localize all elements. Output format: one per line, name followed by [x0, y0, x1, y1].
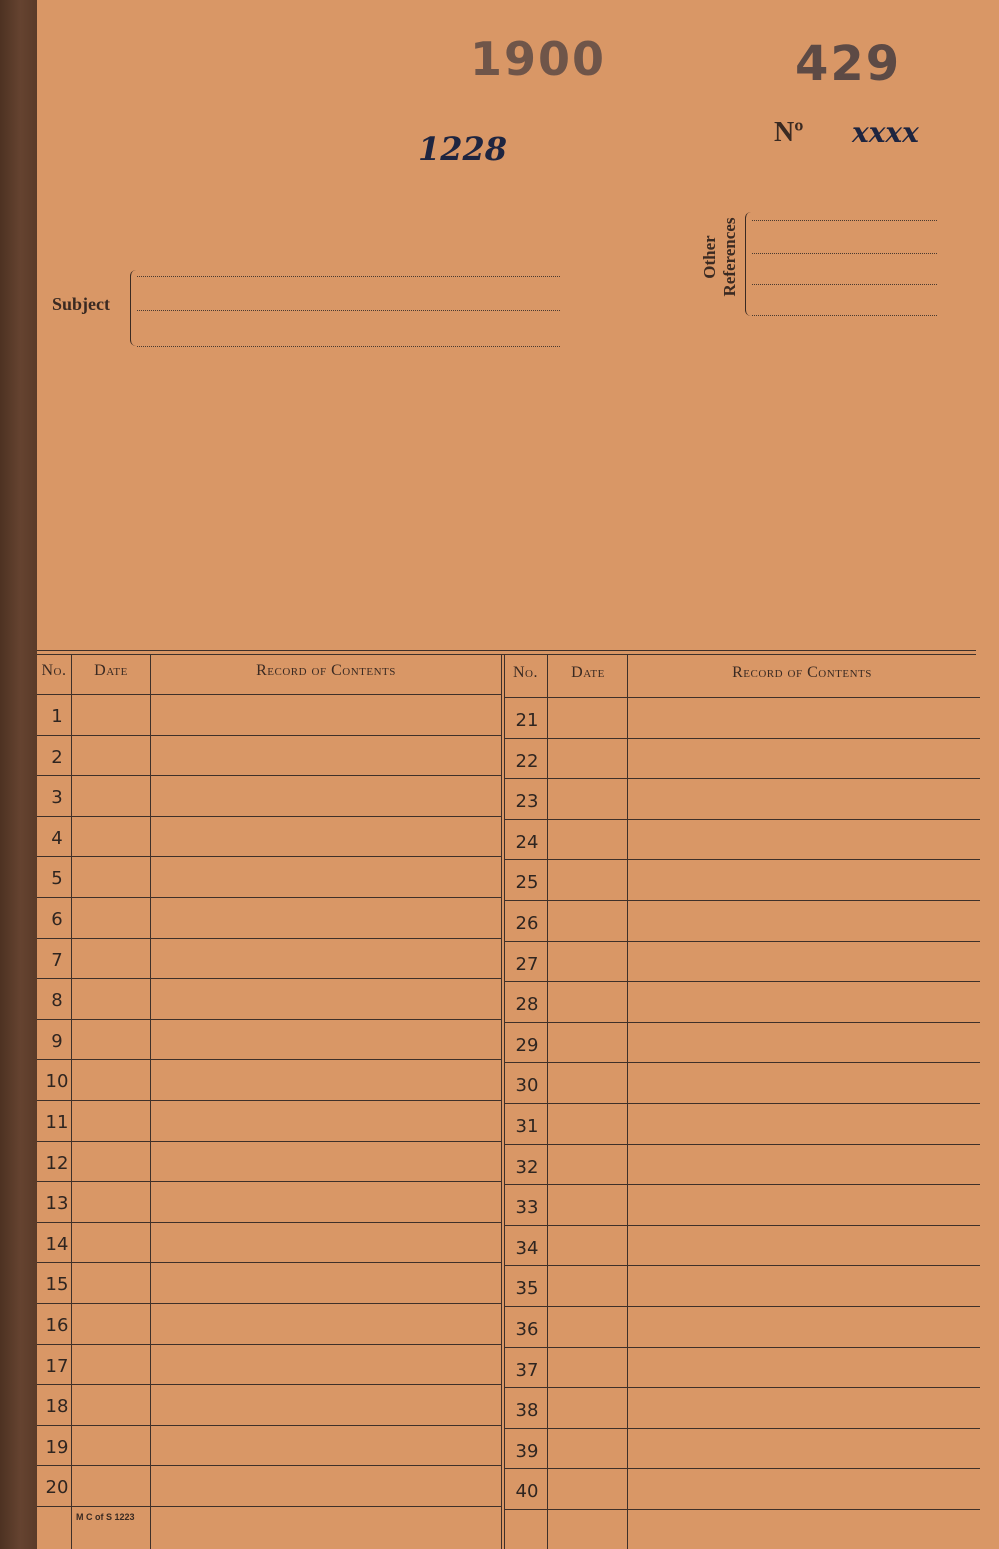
row-number-left: 19: [45, 1436, 69, 1458]
other-references-label: [700, 202, 740, 312]
row-rule-left: [37, 1344, 501, 1345]
row-rule-left: [37, 1181, 501, 1182]
col-rule-left-date: [150, 654, 151, 1549]
row-rule-left: [37, 938, 501, 939]
subject-line-3: [137, 346, 560, 347]
row-number-right: 24: [515, 831, 539, 853]
row-number-left: 9: [51, 1030, 63, 1052]
row-rule-right: [504, 981, 980, 982]
row-number-left: 3: [51, 787, 63, 809]
row-number-right: 22: [515, 750, 539, 772]
file-spine: [0, 0, 37, 1549]
row-rule-left: [37, 1262, 501, 1263]
table-top-rule-2: [37, 654, 976, 655]
row-number-right: 40: [515, 1481, 539, 1503]
row-rule-right: [504, 1022, 980, 1023]
row-rule-left: [37, 978, 501, 979]
other-references-label-line1: Other: [700, 235, 719, 279]
stamp-year: 1900: [470, 32, 607, 86]
row-number-left: 1: [51, 706, 63, 727]
row-rule-right: [504, 1306, 980, 1307]
header-date-left: Date: [94, 662, 128, 679]
row-number-left: 10: [45, 1071, 69, 1093]
row-rule-left: [37, 735, 501, 736]
row-rule-right: [504, 1062, 980, 1063]
row-rule-left: [37, 856, 501, 857]
row-rule-left: [37, 1384, 501, 1385]
header-date-right: Date: [571, 664, 605, 681]
row-number-left: 6: [51, 909, 63, 930]
row-rule-left: [37, 897, 501, 898]
row-rule-right: [504, 1468, 980, 1469]
row-number-left: 18: [45, 1396, 69, 1418]
row-rule-left: [37, 694, 501, 695]
row-number-right: 38: [515, 1400, 539, 1422]
row-rule-left: [37, 816, 501, 817]
col-rule-right-date: [627, 654, 628, 1549]
handwritten-struck-number: xxxx: [852, 116, 919, 149]
row-number-right: 34: [515, 1237, 539, 1259]
row-number-left: 15: [45, 1274, 69, 1296]
col-rule-middle-2: [504, 654, 505, 1549]
reference-line-3: [752, 284, 937, 285]
subject-line-2: [137, 310, 560, 311]
row-number-right: 26: [515, 913, 539, 934]
row-rule-left: [37, 1019, 501, 1020]
row-rule-left: [37, 1222, 501, 1223]
header-no-left: No.: [41, 662, 67, 679]
col-rule-right-no: [547, 654, 548, 1549]
header-record-right: Record of Contents: [732, 664, 872, 681]
subject-brace: [130, 270, 141, 346]
row-number-right: 36: [515, 1319, 539, 1340]
row-number-left: 13: [45, 1193, 69, 1215]
row-number-right: 32: [515, 1156, 539, 1178]
subject-line-1: [137, 276, 560, 277]
row-rule-right: [504, 900, 980, 901]
row-rule-left: [37, 1303, 501, 1304]
row-rule-right: [504, 941, 980, 942]
header-no-right: No.: [513, 664, 538, 681]
row-rule-right: [504, 1144, 980, 1145]
row-rule-left-bottom: [37, 1506, 501, 1507]
row-number-left: 7: [51, 949, 63, 971]
row-number-left: 2: [51, 746, 63, 768]
row-rule-right: [504, 697, 980, 698]
row-rule-left: [37, 775, 501, 776]
row-number-left: 4: [51, 827, 63, 849]
row-number-right: 37: [515, 1359, 539, 1381]
row-number-right: 28: [515, 994, 539, 1016]
row-number-left: 5: [51, 868, 63, 890]
reference-line-1: [752, 220, 937, 221]
reference-line-4: [752, 315, 937, 316]
row-number-right: 25: [515, 872, 539, 894]
row-number-left: 8: [51, 990, 63, 1012]
row-rule-right: [504, 738, 980, 739]
table-top-rule-1: [37, 650, 976, 651]
row-number-left: 14: [45, 1233, 69, 1255]
col-rule-middle-1: [501, 654, 502, 1549]
number-label: Nº: [774, 117, 804, 148]
stamp-file-number: 429: [795, 36, 902, 92]
row-number-left: 16: [45, 1315, 69, 1336]
row-number-right: 21: [515, 710, 539, 731]
row-rule-left: [37, 1100, 501, 1101]
row-number-right: 39: [515, 1440, 539, 1462]
handwritten-crossed-number: 1228: [418, 130, 508, 168]
row-rule-right: [504, 1347, 980, 1348]
form-code: M C of S 1223: [76, 1512, 135, 1522]
row-rule-left: [37, 1425, 501, 1426]
row-number-left: 20: [45, 1477, 69, 1499]
row-number-right: 30: [515, 1075, 539, 1097]
subject-label: Subject: [52, 294, 110, 314]
reference-line-2: [752, 253, 937, 254]
row-rule-right: [504, 819, 980, 820]
row-rule-right: [504, 1184, 980, 1185]
row-rule-right: [504, 1387, 980, 1388]
row-number-left: 17: [45, 1355, 69, 1377]
row-rule-left: [37, 1059, 501, 1060]
row-rule-right-bottom: [504, 1509, 980, 1510]
row-number-left: 12: [45, 1152, 69, 1174]
row-rule-left: [37, 1141, 501, 1142]
row-rule-left: [37, 1465, 501, 1466]
row-number-right: 27: [515, 953, 539, 975]
row-rule-right: [504, 859, 980, 860]
other-references-label-line2: References: [720, 217, 739, 297]
row-number-left: 11: [45, 1112, 69, 1133]
row-rule-right: [504, 778, 980, 779]
row-rule-right: [504, 1103, 980, 1104]
row-number-right: 33: [515, 1197, 539, 1219]
row-rule-right: [504, 1428, 980, 1429]
other-references-brace: [745, 212, 756, 316]
row-number-right: 31: [515, 1116, 539, 1137]
row-rule-right: [504, 1225, 980, 1226]
row-number-right: 23: [515, 791, 539, 813]
row-number-right: 29: [515, 1034, 539, 1056]
row-number-right: 35: [515, 1278, 539, 1300]
header-record-left: Record of Contents: [256, 662, 396, 679]
row-rule-right: [504, 1265, 980, 1266]
